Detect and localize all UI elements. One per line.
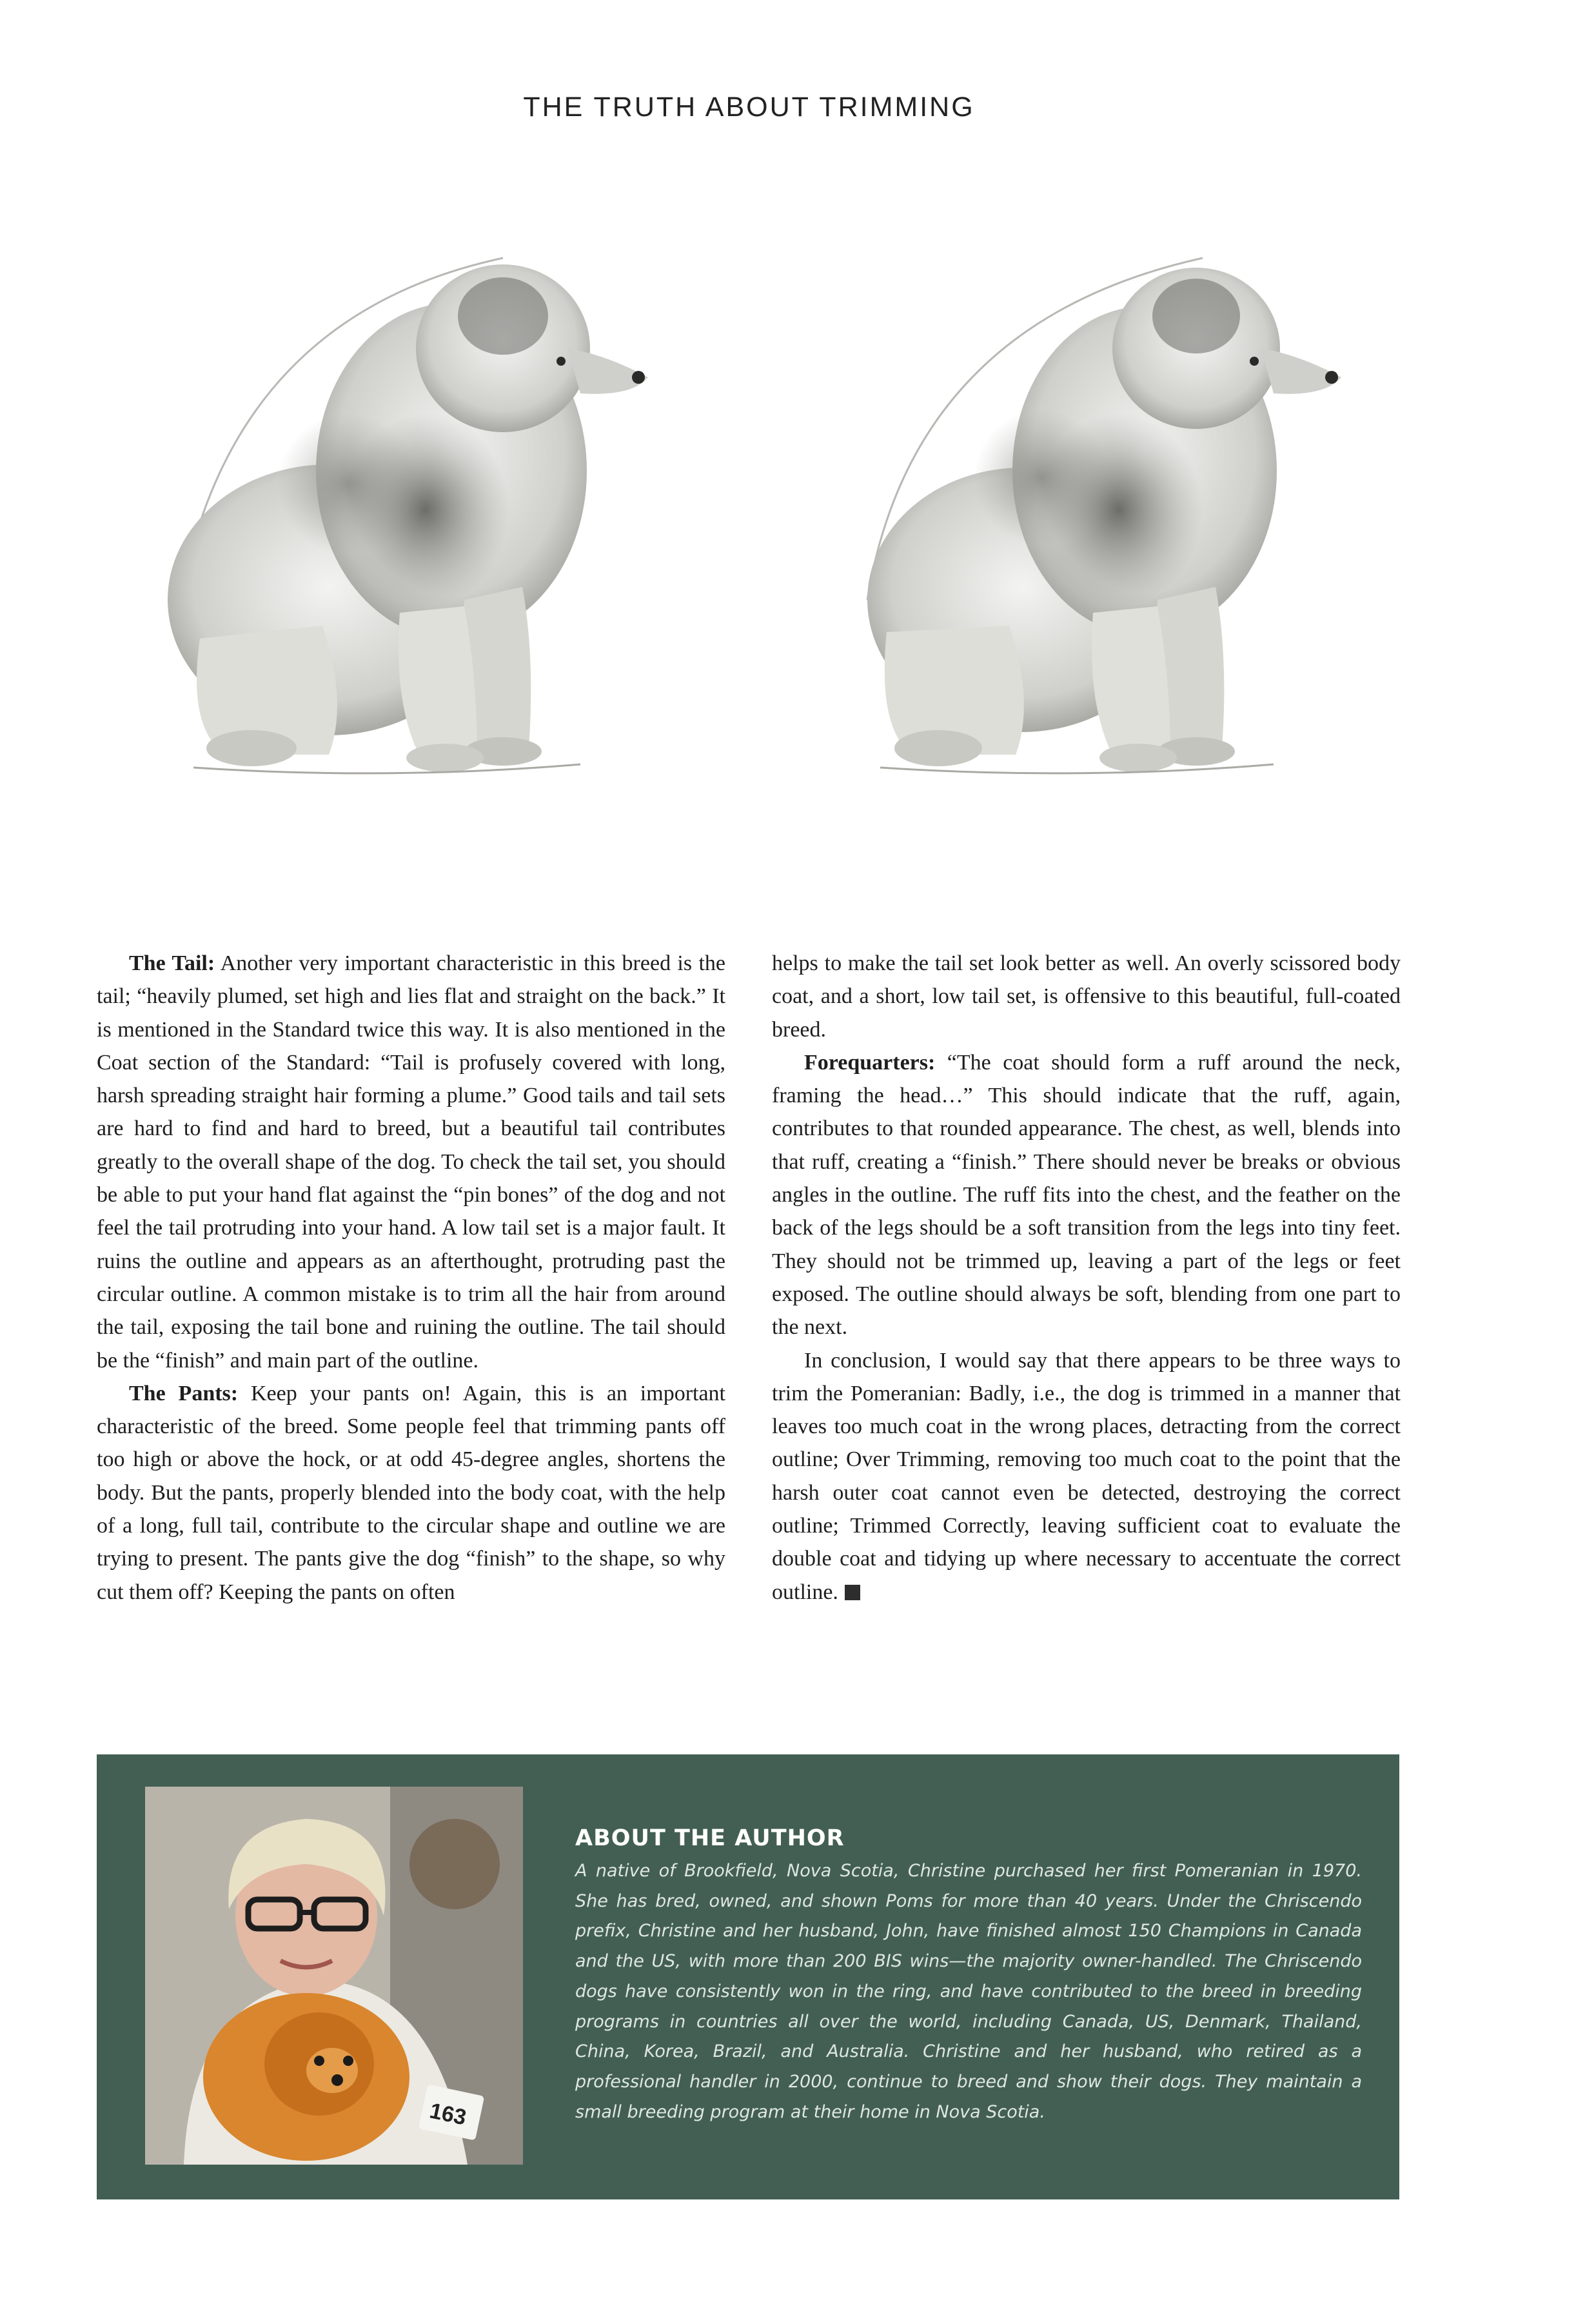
pomeranian-sketch-icon: [816, 239, 1415, 819]
author-text-block: [575, 1825, 1362, 2127]
run-in-heading: Forequarters:: [804, 1050, 936, 1075]
paragraph-continued: [772, 947, 1401, 1046]
pomeranian-sketch-left: [116, 239, 716, 819]
article-column-left: [97, 947, 725, 1609]
running-title: THE TRUTH ABOUT TRIMMING: [523, 92, 975, 123]
end-of-article-square-icon: [845, 1585, 860, 1600]
about-author-heading: ABOUT THE AUTHOR: [575, 1825, 845, 1851]
paragraph-text: “The coat should form a ruff around the neck, framing the head…” This should indicate that the ruff, again, contributes to that rounded appearance. The chest, as well, blends into that ruff, creating a “finish.” There should never be breaks or obvious angles in the outline. The ruff fits into the chest, and the feather on the back of the legs should be a soft transition from the legs into tiny feet. They should not be trimmed up, leaving a part of the legs or feet exposed. The outline should always be soft, blending from one part to the next.: [772, 1050, 1401, 1340]
run-in-heading: The Pants:: [129, 1381, 239, 1405]
author-bio: A native of Brookfield, Nova Scotia, Christine purchased her first Pomeranian in 1970. She has bred, owned, and shown Poms for more than 40 years. Under the Chriscendo prefix, Christine and her husband, John, have finished almost 150 Champions in Canada and the US, with more than 200 BIS wins—the majority owner-handled. The Chriscendo dogs have consistently won in the ring, and have contributed to the breed in breeding programs in countries all over the world, including Canada, US, Denmark, Thailand, China, Korea, Brazil, and Australia. Christine and her husband, who retired as a professional handler in 2000, continue to breed and show their dogs. They maintain a small breeding program at their home in Nova Scotia.: [575, 1861, 1362, 2122]
author-with-pomeranian-photo: [145, 1787, 523, 2165]
paragraph-text: helps to make the tail set look better as well. An overly scissored body coat, and a short, low tail set, is offensive to this beautiful, full-coated breed.: [772, 951, 1401, 1042]
paragraph-text: Another very important characteristic in this breed is the tail; “heavily plumed, set high and lies flat and straight on the back.” It is mentioned in the Standard twice this way. It is also mentioned in the Coat section of the Standard: “Tail is profusely covered with long, harsh spreading straight hair forming a plume.” Good tails and tail sets are hard to find and hard to breed, but a beautiful tail contributes greatly to the overall shape of the dog. To check the tail set, you should be able to put your hand flat against the “pin bones” of the dog and not feel the tail protruding into your hand. A low tail set is a major fault. It ruins the outline and appears as an afterthought, protruding past the circular outline. A common mistake is to trim all the hair from around the tail, exposing the tail bone and ruining the outline. The tail should be the “finish” and main part of the outline.: [97, 951, 725, 1373]
paragraph-the-tail: [97, 947, 725, 1377]
paragraph-forequarters: [772, 1046, 1401, 1344]
run-in-heading: The Tail:: [129, 951, 215, 975]
article-column-right: [772, 947, 1401, 1609]
paragraph-conclusion: [772, 1344, 1401, 1609]
paragraph-text: In conclusion, I would say that there appears to be three ways to trim the Pomeranian: Badly, i.e., the dog is trimmed in a manner that leaves too much coat in the wrong places, detracting from the correct outline; Over Trimming, removing too much coat to the point that the harsh outer coat cannot even be detected, destroying the correct outline; Trimmed Correctly, leaving sufficient coat to evaluate the double coat and tidying up where necessary to accentuate the correct outline.: [772, 1348, 1401, 1604]
paragraph-text: Keep your pants on! Again, this is an important characteristic of the breed. Some people feel that trimming pants off too high or above the hock, or at odd 45-degree angles, shortens the body. But the pants, properly blended into the body coat, with the help of a long, full tail, contribute to the circular shape and outline we are trying to present. The pants give the dog “finish” to the shape, so why cut them off? Keeping the pants on often: [97, 1381, 725, 1604]
about-author-box: [97, 1754, 1399, 2199]
pomeranian-sketch-right: [816, 239, 1415, 819]
author-photo: [145, 1787, 523, 2165]
pomeranian-sketch-icon: [116, 239, 716, 819]
badge-number: 163: [427, 2098, 469, 2130]
paragraph-the-pants: [97, 1377, 725, 1609]
